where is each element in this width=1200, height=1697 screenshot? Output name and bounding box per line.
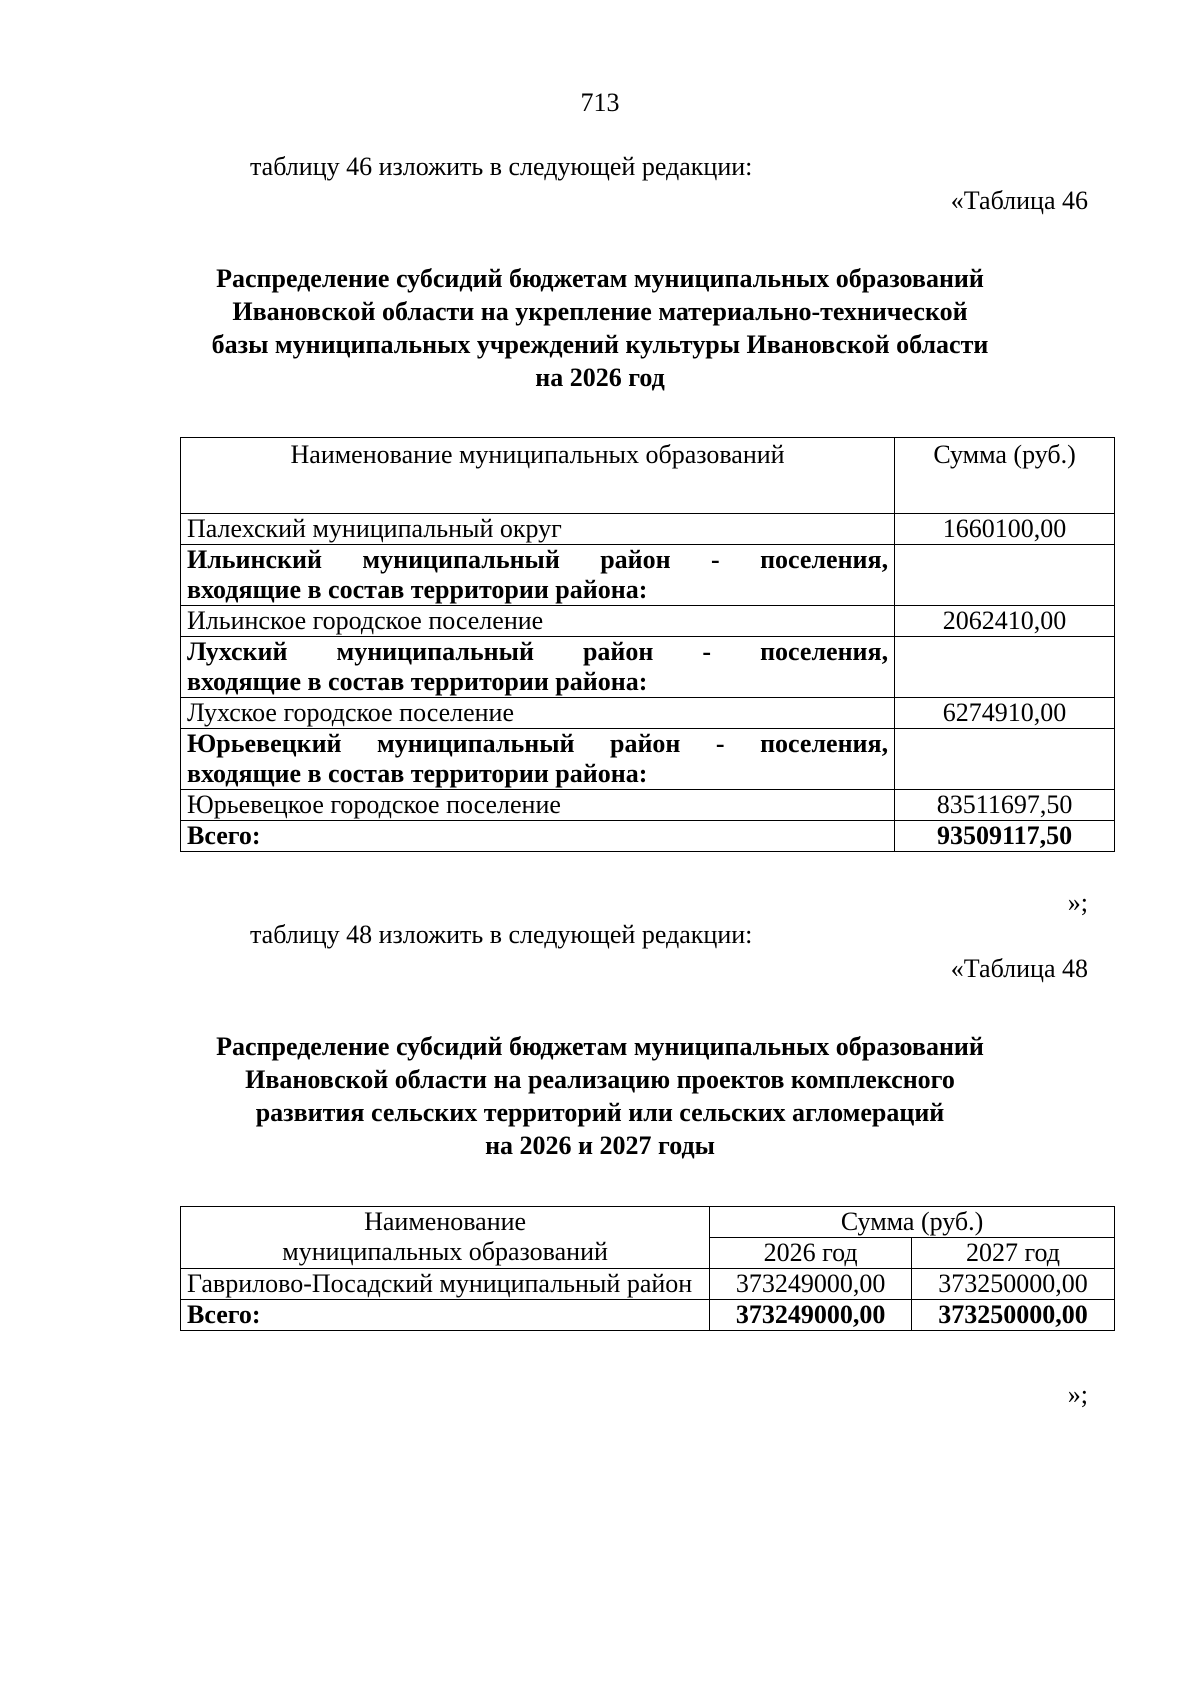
row-name-group [181, 729, 895, 790]
group-line: входящие в состав территории района: [187, 575, 648, 604]
row-name: Ильинское городское поселение [181, 606, 895, 637]
table-46 [180, 437, 1115, 852]
title-line: на 2026 и 2027 годы [485, 1131, 715, 1160]
header-year-2027: 2027 год [912, 1238, 1115, 1269]
row-name-group [181, 637, 895, 698]
row-name-group [181, 545, 895, 606]
table-row [181, 698, 1115, 729]
table-48 [180, 1206, 1115, 1331]
row-sum [895, 545, 1115, 606]
table-row [181, 606, 1115, 637]
table-row [181, 637, 1115, 698]
total-sum-2026: 373249000,00 [710, 1300, 912, 1331]
row-sum: 6274910,00 [895, 698, 1115, 729]
row-sum-2027: 373250000,00 [912, 1269, 1115, 1300]
closing-quote: »; [1067, 888, 1088, 917]
total-sum-2027: 373250000,00 [912, 1300, 1115, 1331]
title-line: Ивановской области на укрепление материально-технической [232, 297, 968, 326]
table-48-title [200, 1030, 1000, 1162]
table-row [181, 514, 1115, 545]
table-48-label: «Таблица 48 [950, 954, 1088, 983]
row-sum-2026: 373249000,00 [710, 1269, 912, 1300]
header-sum: Сумма (руб.) [895, 438, 1115, 514]
title-line: развития сельских территорий или сельских агломераций [255, 1098, 945, 1127]
table-header [181, 438, 1115, 514]
table-header [181, 1207, 1115, 1238]
group-line: Ильинский муниципальный район - поселения, [187, 545, 889, 574]
group-line: входящие в состав территории района: [187, 759, 648, 788]
row-sum: 2062410,00 [895, 606, 1115, 637]
table-row [181, 729, 1115, 790]
page-number: 713 [580, 88, 620, 117]
intro-table-46: таблицу 46 изложить в следующей редакции: [250, 152, 753, 181]
table-row [181, 790, 1115, 821]
row-sum [895, 637, 1115, 698]
group-line: входящие в состав территории района: [187, 667, 648, 696]
total-label: Всего: [181, 1300, 710, 1331]
total-sum: 93509117,50 [895, 821, 1115, 852]
closing-quote: »; [1067, 1380, 1088, 1409]
row-sum: 83511697,50 [895, 790, 1115, 821]
row-sum [895, 729, 1115, 790]
group-line: Лухский муниципальный район - поселения, [187, 637, 889, 666]
table-46-label: «Таблица 46 [950, 186, 1088, 215]
header-name-line: муниципальных образований [282, 1237, 608, 1266]
total-row [181, 1300, 1115, 1331]
table-46-title [200, 262, 1000, 394]
row-name: Лухское городское поселение [181, 698, 895, 729]
title-line: Распределение субсидий бюджетам муниципальных образований [216, 1032, 984, 1061]
header-year-2026: 2026 год [710, 1238, 912, 1269]
row-name: Юрьевецкое городское поселение [181, 790, 895, 821]
title-line: базы муниципальных учреждений культуры Ивановской области [211, 330, 989, 359]
header-name: Наименование муниципальных образований [181, 438, 895, 514]
table-row [181, 545, 1115, 606]
row-name: Палехский муниципальный округ [181, 514, 895, 545]
header-name [181, 1207, 710, 1269]
title-line: на 2026 год [535, 363, 665, 392]
total-label: Всего: [181, 821, 895, 852]
header-sum: Сумма (руб.) [710, 1207, 1115, 1238]
table-row [181, 1269, 1115, 1300]
total-row [181, 821, 1115, 852]
intro-table-48: таблицу 48 изложить в следующей редакции: [250, 920, 753, 949]
group-line: Юрьевецкий муниципальный район - поселения, [187, 729, 889, 758]
row-name: Гаврилово-Посадский муниципальный район [181, 1269, 710, 1300]
title-line: Распределение субсидий бюджетам муниципальных образований [216, 264, 984, 293]
row-sum: 1660100,00 [895, 514, 1115, 545]
header-name-line: Наименование [364, 1207, 527, 1236]
title-line: Ивановской области на реализацию проектов комплексного [245, 1065, 955, 1094]
